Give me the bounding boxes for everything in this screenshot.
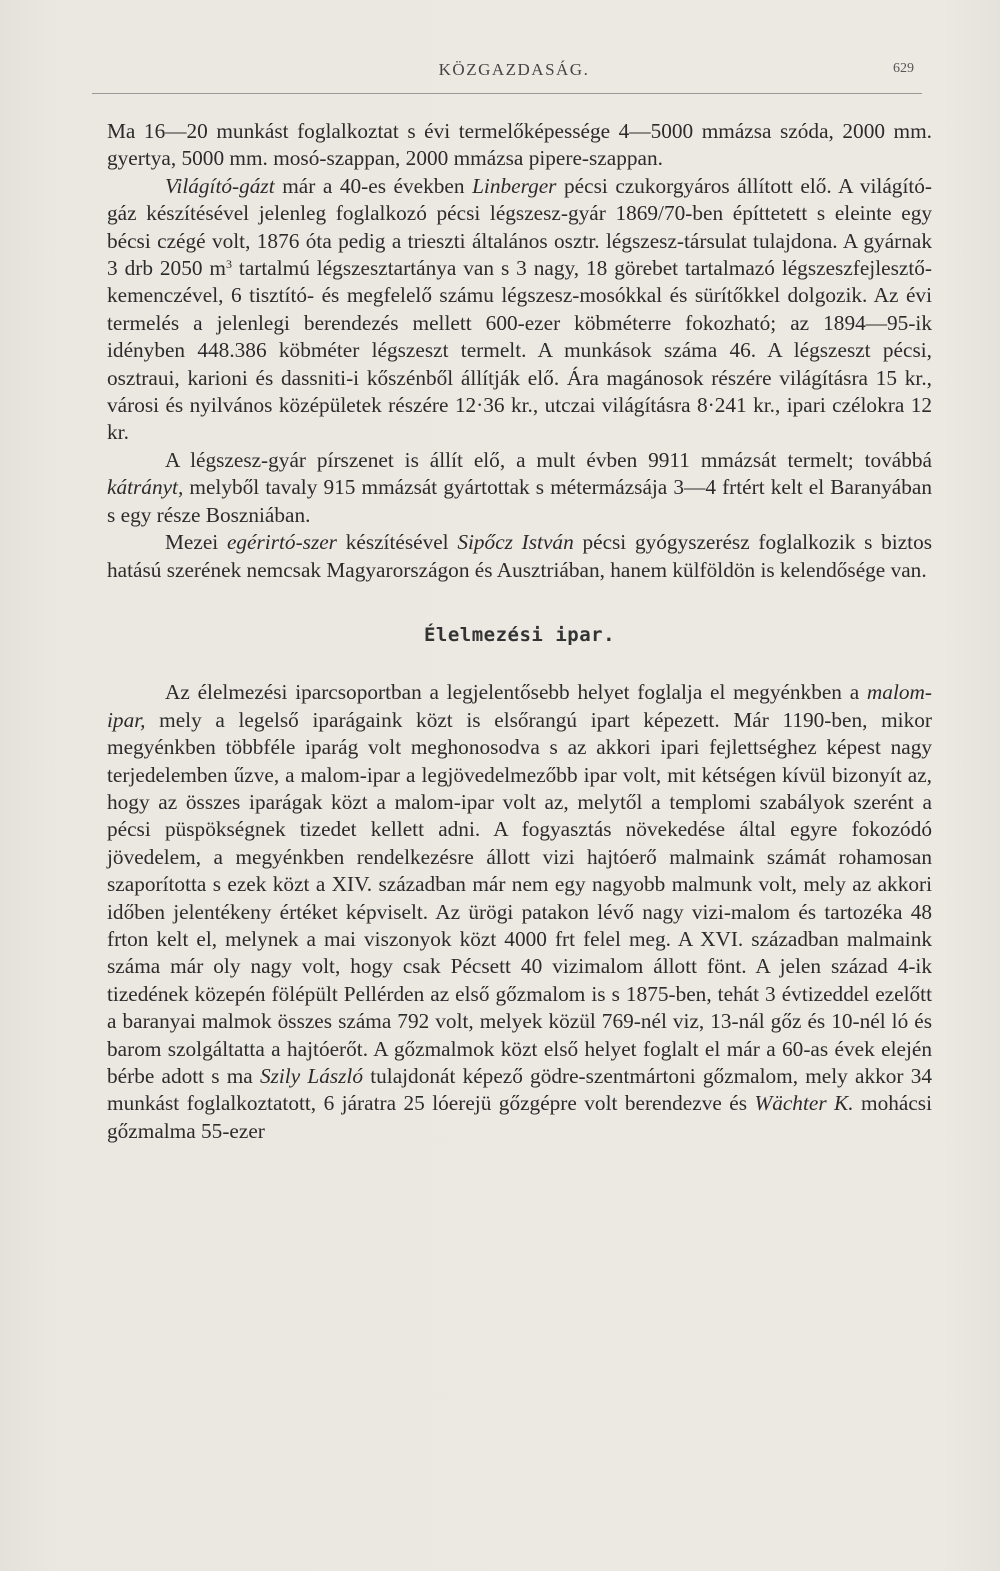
italic-text: Sipőcz István (457, 530, 574, 555)
page-body (107, 118, 932, 1145)
paragraph (107, 679, 932, 1145)
text-run: tartalmú légszesztartánya van s 3 nagy, 18 görebet tartalmazó légszeszfejlesztő-kemenczével, 6 tisztító- és megfelelő számu légszesz-mosókkal és sürítőkkel dolgozik. Az évi termelés a jelenlegi berendezés mellett 600-ezer köbméterre fokozható; az 1894—95-ik idényben 448.386 köbméter légszeszt termelt. A munkások száma 46. A légszeszt pécsi, osztraui, karioni és dassniti-i kőszénből állítják elő. Ára magánosok részére világításra 15 kr., városi és nyilvános középületek részére 12·36 kr., utczai világításra 8·241 kr., ipari czélokra 12 kr. (107, 256, 932, 445)
paragraph (107, 529, 932, 584)
text-run: pécsi czukorgyáros állított elő. A világító-gáz készítésével jelenleg foglalkozó pécsi légszesz-gyár 1869/70-ben építtetett s eleinte egy bécsi czégé volt, 1876 óta pedig a trieszti általános osztr. légszesz-társulat tulajdona. A gyárnak 3 drb 2050 m (107, 173, 933, 281)
superscript: 3 (225, 257, 232, 272)
text-run: pécsi gyógyszerész foglalkozik s biztos hatású szerének nemcsak Magyarországon és Ausztriában, hanem külföldön is kelendősége van. (107, 530, 933, 582)
section-title: Élelmezési ipar. (423, 623, 616, 646)
text-run: mohácsi gőzmalma 55-ezer (107, 1091, 932, 1143)
text-run: Az élelmezési iparcsoportban a legjelentősebb helyet foglalja el megyénkben a (165, 680, 867, 705)
italic-text: egérirtó-szer (226, 530, 337, 555)
text-run: mely a legelső iparágaink közt is elsőrangú ipart képezett. Már 1190-ben, mikor megyénkben többféle iparág volt meghonosodva s az akkori ipari fejlettséghez képest nagy terjedelemben űzve, a malom-ipar a legjövedelmezőbb ipar volt, mit kétségen kívül bizonyít az, hogy az összes iparágak közt a malom-ipar volt az, melytől a templomi szabályok szerént a pécsi püspökségnek tizedet kellett adni. A fogyasztás növekedése által egyre fokozódó jövedelem, a megyénkben rendelkezésre állott vizi hajtóerő malmaink számát rohamosan szaporította s ezek közt a XIV. században már nem egy nagyobb malmunk volt, mely az akkori időben jelentékeny értéket képviselt. Az ürögi patakon lévő nagy vizi-malom és tartozéka 48 frton kelt el, melynek a mai viszonyok közt 4000 frt felel meg. A XVI. században malmaink száma már oly nagy volt, hogy csak Pécsett 40 vizimalom állott fönt. A jelen század 4-ik tizedének közepén fölépült Pellérden az első gőzmalom is s 1875-ben, tehát 3 évtizeddel ezelőtt a baranyai malmok összes száma 792 volt, melyek közül 769-nél viz, 13-nál gőz és 10-nél ló és barom szolgáltatta a hajtóerőt. A gőzmalmok közt első helyet foglalt el már a 60-as évek elején bérbe adott s ma (107, 707, 932, 1088)
italic-text: kátrányt, (107, 475, 184, 500)
italic-text: malom-ipar, (107, 680, 932, 732)
running-head: KÖZGAZDASÁG. (438, 60, 590, 79)
text-run: Mezei (165, 530, 227, 555)
text-run: készítésével (336, 530, 458, 555)
header-rule (92, 93, 922, 94)
paragraph (107, 173, 932, 447)
page-header (108, 60, 920, 86)
paragraph (107, 118, 932, 173)
italic-text: Szily László (259, 1064, 364, 1088)
italic-text: Világító-gázt (165, 173, 275, 198)
text-run: A légszesz-gyár pírszenet is állít elő, a mult évben 9911 mmázsát termelt; továbbá (165, 447, 932, 472)
text-run: már a 40-es években (274, 173, 473, 198)
page-number: 629 (893, 61, 914, 76)
text-run: Ma 16—20 munkást foglalkoztat s évi termelőképessége 4—5000 mmázsa szóda, 2000 mm. gyertya, 5000 mm. mosó-szappan, 2000 mmázsa pipere-szappan. (107, 119, 932, 171)
section-text (107, 679, 932, 1145)
text-run: melyből tavaly 915 mmázsát gyártottak s métermázsája 3—4 frtért kelt el Baranyában s egy része Boszniában. (107, 475, 932, 527)
paragraph (107, 447, 932, 529)
pre-section-text (107, 118, 932, 584)
italic-text: Linberger (472, 173, 557, 198)
italic-text: Wächter K. (754, 1091, 854, 1116)
text-run: tulajdonát képező gödre-szentmártoni gőzmalom, mely akkor 34 munkást foglalkoztatott, 6 járatra 25 lóerejü gőzgépre volt berendezve és (107, 1064, 932, 1116)
